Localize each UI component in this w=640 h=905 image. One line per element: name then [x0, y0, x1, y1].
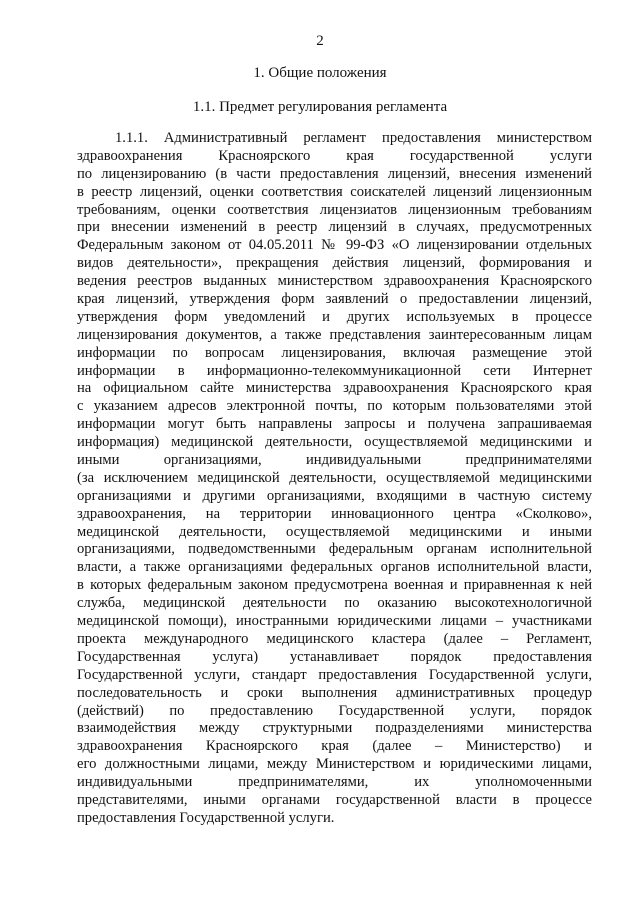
paragraph-line: утверждения форм уведомлений и других используемых в процессе [77, 308, 592, 325]
paragraph-line: последовательность и сроки выполнения административных процедур [77, 684, 592, 701]
paragraph-line: здравоохранения, на территории инновационного центра «Сколково», [77, 505, 592, 522]
paragraph-line: проекта международного медицинского кластера (далее – Регламент, [77, 630, 592, 647]
paragraph-line: Государственной услуги, стандарт предоставления Государственной услуги, [77, 666, 592, 683]
page-number: 2 [316, 33, 324, 49]
paragraph-line: при внесении изменений в реестр лицензий в случаях, предусмотренных [77, 219, 592, 236]
paragraph-line: требованиям, оценки соответствия лицензиатов лицензионным требованиям [77, 201, 592, 218]
paragraph-line: (действий) по предоставлению Государственной услуги, порядок [77, 702, 592, 719]
paragraph-line: его должностными лицами, между Министерством и юридическими лицами, [77, 756, 592, 773]
paragraph-line: лицензирования документов, а также представления заинтересованным лицам [77, 326, 592, 343]
paragraph-line: здравоохранения Красноярского края (далее – Министерство) и [77, 738, 592, 755]
paragraph-line: 1.1.1. Административный регламент предоставления министерством [115, 130, 592, 146]
paragraph-line: индивидуальными предпринимателями, их уполномоченными [77, 774, 592, 791]
paragraph-line: информации по вопросам лицензирования, включая размещение этой [77, 344, 592, 361]
paragraph-line: организациями, подведомственными федеральным органам исполнительной [77, 541, 592, 558]
paragraph-line: власти, а также организациями федеральных органов исполнительной власти, [77, 559, 592, 576]
paragraph-line: взаимодействия между структурными подразделениями министерства [77, 720, 592, 737]
paragraph-line: информации в информационно-телекоммуникационной сети Интернет [77, 362, 592, 379]
paragraph-line: здравоохранения Красноярского края государственной услуги [77, 147, 592, 164]
paragraph-line: ведения реестров выданных министерством здравоохранения Красноярского [77, 273, 592, 290]
paragraph-line: служба, медицинской деятельности по оказанию высокотехнологичной [77, 595, 592, 612]
paragraph-line: организациями и другими организациями, входящими в частную систему [77, 487, 592, 504]
paragraph-line: предоставления Государственной услуги. [77, 809, 335, 826]
paragraph-line: в которых федеральным законом предусмотрена военная и приравненная к ней [77, 577, 592, 594]
section-heading: 1. Общие положения [253, 65, 387, 81]
paragraph-line: иными организациями, индивидуальными предпринимателями [77, 452, 592, 469]
paragraph-line: края лицензий, утверждения форм заявлений о предоставлении лицензий, [77, 291, 592, 308]
paragraph-line: по лицензированию (в части предоставления лицензий, внесения изменений [77, 165, 592, 182]
paragraph-1-1-1 [77, 130, 592, 828]
paragraph-line: медицинской помощи), иностранными юридическими лицами – участниками [77, 613, 592, 630]
paragraph-line: на официальном сайте министерства здравоохранения Красноярского края [77, 380, 592, 397]
paragraph-line: (за исключением медицинской деятельности, осуществляемой медицинскими [77, 469, 592, 486]
paragraph-line: медицинской деятельности, осуществляемой медицинскими и иными [77, 523, 592, 540]
paragraph-line: Государственная услуга) устанавливает порядок предоставления [77, 648, 592, 665]
paragraph-line: с указанием адресов электронной почты, по которым пользователями этой [77, 398, 592, 415]
subsection-heading: 1.1. Предмет регулирования регламента [192, 99, 448, 115]
paragraph-line: Федеральным законом от 04.05.2011 № 99-ФЗ «О лицензировании отдельных [77, 237, 592, 254]
paragraph-line: информации могут быть направлены запросы и получена запрашиваемая [77, 416, 592, 433]
paragraph-line: представителями, иными органами государственной власти в процессе [77, 791, 592, 808]
paragraph-line: информация) медицинской деятельности, осуществляемой медицинскими и [77, 434, 592, 451]
paragraph-line: в реестр лицензий, оценки соответствия соискателей лицензий лицензионным [77, 183, 592, 200]
paragraph-line: видов деятельности», прекращения действия лицензий, формирования и [77, 255, 592, 272]
